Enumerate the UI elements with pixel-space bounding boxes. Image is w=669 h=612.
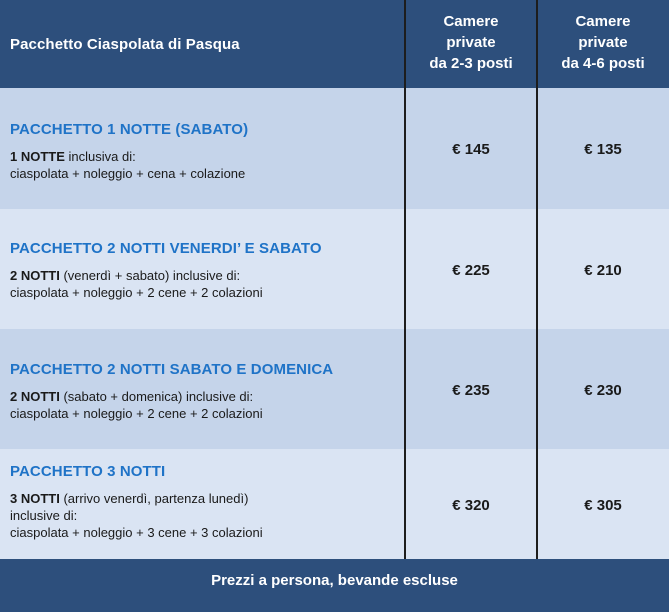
price-2-3-posti: € 225 <box>452 262 490 279</box>
package-desc-line: ciaspolata + noleggio + 2 cene + 2 colazioni <box>10 285 263 300</box>
price-4-6-posti: € 135 <box>584 141 622 158</box>
package-title: PACCHETTO 2 NOTTI VENERDI’ E SABATO <box>10 240 322 257</box>
column-header-line: private <box>578 34 628 51</box>
table-row <box>0 329 669 449</box>
table-header <box>0 0 669 88</box>
column-header-line: private <box>446 34 496 51</box>
package-description <box>10 148 400 182</box>
price-2-3-posti: € 235 <box>452 382 490 399</box>
package-cell <box>10 361 400 422</box>
package-title: PACCHETTO 2 NOTTI SABATO E DOMENICA <box>10 361 334 378</box>
package-desc-line: ciaspolata + noleggio + cena + colazione <box>10 166 246 181</box>
column-header-line: Camere <box>443 13 499 30</box>
footer-note: Prezzi a persona, bevande escluse <box>211 572 458 589</box>
table-title: Pacchetto Ciaspolata di Pasqua <box>10 36 240 53</box>
package-nights: 1 NOTTE <box>10 149 65 164</box>
package-desc-line: inclusive di: <box>10 508 78 523</box>
table-row <box>0 88 669 209</box>
package-description <box>10 388 400 422</box>
column-header-line: da 4-6 posti <box>561 55 645 72</box>
column-divider-left <box>404 0 406 559</box>
package-title: PACCHETTO 1 NOTTE (SABATO) <box>10 121 249 138</box>
package-nights: 2 NOTTI <box>10 389 60 404</box>
package-cell <box>10 240 400 301</box>
package-description <box>10 490 400 541</box>
column-divider-right <box>536 0 538 559</box>
package-cell <box>10 121 400 182</box>
package-desc-text: (venerdì + sabato) inclusive di: <box>59 268 241 283</box>
package-description <box>10 267 400 301</box>
column-header-4-6-posti <box>537 11 669 74</box>
price-2-3-posti: € 145 <box>452 141 490 158</box>
package-nights: 2 NOTTI <box>10 268 60 283</box>
price-4-6-posti: € 305 <box>584 497 622 514</box>
table-row <box>0 209 669 329</box>
package-desc-text: (arrivo venerdì, partenza lunedì) <box>59 491 249 506</box>
price-4-6-posti: € 210 <box>584 262 622 279</box>
package-desc-text: inclusiva di: <box>64 149 136 164</box>
package-title: PACCHETTO 3 NOTTI <box>10 463 166 480</box>
package-nights: 3 NOTTI <box>10 491 60 506</box>
package-desc-line: ciaspolata + noleggio + 3 cene + 3 colazioni <box>10 525 263 540</box>
price-4-6-posti: € 230 <box>584 382 622 399</box>
package-desc-text: (sabato + domenica) inclusive di: <box>59 389 254 404</box>
table-row <box>0 449 669 559</box>
package-cell <box>10 463 400 541</box>
package-desc-line: ciaspolata + noleggio + 2 cene + 2 colazioni <box>10 406 263 421</box>
price-2-3-posti: € 320 <box>452 497 490 514</box>
column-header-line: da 2-3 posti <box>429 55 513 72</box>
column-header-line: Camere <box>575 13 631 30</box>
column-header-2-3-posti <box>405 11 537 74</box>
table-footer <box>0 559 669 612</box>
